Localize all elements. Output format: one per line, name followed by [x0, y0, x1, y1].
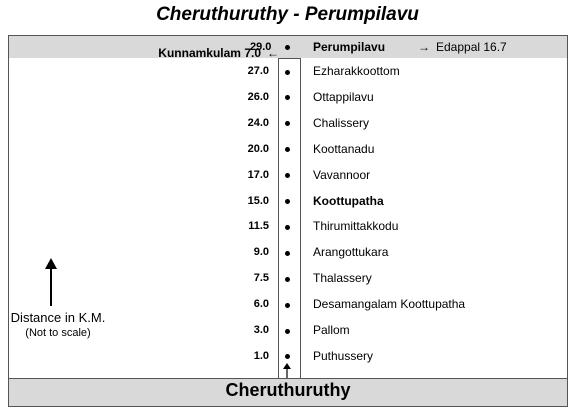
stop-dot [285, 173, 290, 178]
stop-name: Chalissery [313, 115, 370, 130]
distance-note-main: Distance in K.M. [10, 310, 106, 325]
station-dot [285, 45, 290, 50]
stop-name: Ottappilavu [313, 89, 374, 104]
stop-distance: 15.0 [247, 194, 269, 207]
stop-distance: 1.0 [253, 349, 269, 362]
stop-distance: 11.5 [248, 220, 269, 233]
stop-dot [285, 121, 290, 126]
stop-name: Thalassery [313, 271, 372, 286]
stop-name: Ezharakkoottom [313, 64, 400, 78]
top-distance: 29.0 [250, 41, 272, 53]
stop-name: Thirumittakkodu [313, 219, 399, 234]
top-station: Perumpilavu [313, 40, 386, 54]
kunnamkulam-branch [0, 46, 285, 60]
stop-dot [285, 199, 290, 204]
stop-dot [285, 225, 290, 230]
stop-distance: 7.5 [253, 272, 269, 285]
stop-dot [285, 251, 290, 256]
left-arrow-icon: ← [267, 46, 279, 60]
stop-name: Puthussery [313, 348, 374, 363]
stop-distance: 9.0 [253, 246, 269, 259]
edappal-branch [418, 40, 507, 54]
right-arrow-icon: → [418, 40, 430, 54]
stop-dot [285, 95, 290, 100]
stop-dot [285, 354, 290, 359]
stop-name: Arangottukara [313, 245, 389, 260]
distance-note-sub: (Not to scale) [25, 327, 91, 339]
stop-distance: 24.0 [247, 116, 269, 129]
distance-note [0, 310, 116, 339]
origin-arrow-icon [282, 363, 292, 378]
diagram-title: Cheruthuruthy - Perumpilavu [156, 4, 419, 25]
stop-name: Koottanadu [313, 141, 375, 156]
edappal-label: Edappal 16.7 [436, 40, 507, 54]
origin-station: Cheruthuruthy [225, 380, 351, 400]
stop-name: Pallom [313, 323, 350, 337]
stop-distance: 20.0 [247, 142, 269, 155]
stop-dot [285, 303, 290, 308]
stop-dot [285, 70, 290, 75]
stop-distance: 27.0 [247, 65, 269, 77]
kunnamkulam-label: Kunnamkulam 7.0 [158, 46, 261, 60]
stop-distance: 3.0 [253, 324, 269, 336]
stop-distance: 26.0 [247, 90, 269, 103]
stop-name: Desamangalam Koottupatha [313, 297, 466, 312]
up-arrow-icon [44, 258, 58, 306]
stop-distance: 17.0 [247, 168, 269, 181]
stop-name: Vavannoor [313, 167, 371, 182]
stop-name: Koottupatha [313, 193, 384, 208]
stop-distance: 6.0 [253, 298, 269, 311]
stop-dot [285, 277, 290, 282]
stop-dot [285, 329, 290, 334]
stop-dot [285, 147, 290, 152]
